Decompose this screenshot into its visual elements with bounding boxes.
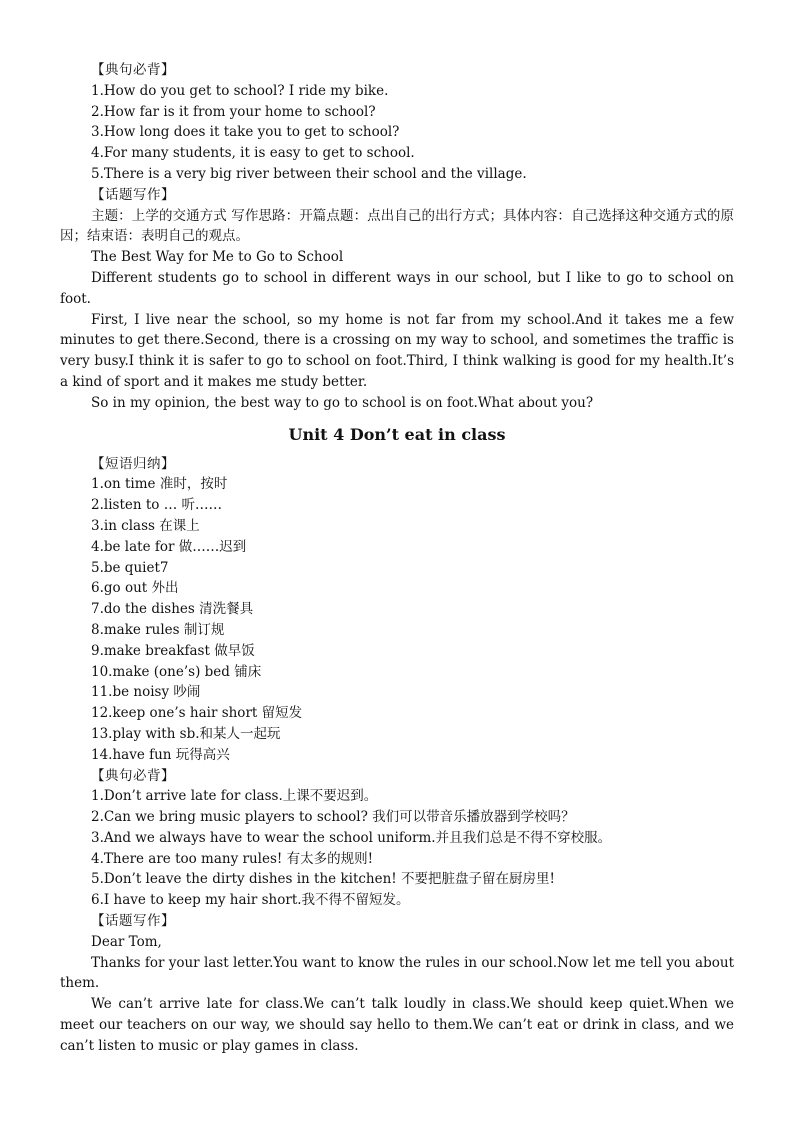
key-sentence: 2.Can we bring music players to school? 我们可以带音乐播放器到学校吗？ (91, 809, 575, 826)
phrase-item: 8.make rules 制订规 (91, 621, 225, 638)
phrase-item: 6.go out 外出 (91, 580, 179, 597)
section-heading-topic-writing-unit4: 【话题写作】 (91, 913, 175, 930)
phrase-item: 7.do the dishes 清洗餐具 (91, 601, 254, 618)
phrase-item: 14.have fun 玩得高兴 (91, 746, 230, 763)
phrase-item: 4.be late for 做……迟到 (91, 538, 247, 555)
section-heading-topic-writing: 【话题写作】 (91, 186, 175, 203)
essay-paragraph: So in my opinion, the best way to go to school is on foot.What about you? (91, 394, 594, 411)
key-sentence: 1.How do you get to school? I ride my bike. (91, 82, 389, 99)
document-content (60, 60, 734, 1057)
phrase-item: 10.make (one’s) bed 铺床 (91, 663, 262, 680)
key-sentence: 5.Don’t leave the dirty dishes in the kitchen! 不要把脏盘子留在厨房里! (91, 871, 555, 888)
unit-title: Unit 4 Don’t eat in class (288, 424, 506, 444)
letter-paragraph: Thanks for your last letter.You want to know the rules in our school.Now let me tell you about them. (60, 954, 734, 992)
phrase-item: 12.keep one’s hair short 留短发 (91, 705, 303, 722)
phrase-item: 2.listen to … 听…… (91, 497, 222, 514)
essay-paragraph: First, I live near the school, so my home is not far from my school.And it takes me a few minutes to get there.Second, there is a crossing on my way to school, and sometimes the traffic is very busy.I think it is safer to go to school on foot.Third, I think walking is good for my health.It’s a kind of sport and it makes me study better. (60, 311, 734, 390)
essay-title: The Best Way for Me to Go to School (91, 249, 344, 266)
phrase-item: 5.be quiet7 (91, 559, 169, 576)
writing-topic: 主题：上学的交通方式 写作思路：开篇点题：点出自己的出行方式；具体内容：自己选择这种交通方式的原因；结束语：表明自己的观点。 (60, 207, 734, 245)
phrase-item: 11.be noisy 吵闹 (91, 684, 201, 701)
phrase-item: 9.make breakfast 做早饭 (91, 642, 255, 659)
key-sentence: 3.And we always have to wear the school uniform.并且我们总是不得不穿校服。 (91, 829, 612, 846)
section-heading-phrases: 【短语归纳】 (91, 455, 175, 472)
key-sentence: 6.I have to keep my hair short.我不得不留短发。 (91, 892, 410, 909)
letter-paragraph: We can’t arrive late for class.We can’t talk loudly in class.We should keep quiet.When we meet our teachers on our way, we should say hello to them.We can’t eat or drink in class, and we can’t listen to music or play games in class. (60, 996, 734, 1054)
key-sentence: 4.There are too many rules! 有太多的规则! (91, 850, 374, 867)
letter-salutation: Dear Tom, (91, 933, 162, 950)
phrase-item: 1.on time 准时，按时 (91, 476, 228, 493)
phrase-item: 13.play with sb.和某人一起玩 (91, 725, 281, 742)
section-heading-key-sentences-unit4: 【典句必背】 (91, 767, 175, 784)
key-sentence: 1.Don’t arrive late for class.上课不要迟到。 (91, 788, 378, 805)
key-sentence: 2.How far is it from your home to school? (91, 103, 376, 120)
essay-paragraph: Different students go to school in different ways in our school, but I like to go to school on foot. (60, 269, 734, 307)
phrase-item: 3.in class 在课上 (91, 517, 200, 534)
key-sentence: 5.There is a very big river between their school and the village. (91, 165, 527, 182)
section-heading-key-sentences: 【典句必背】 (91, 62, 175, 78)
key-sentence: 4.For many students, it is easy to get to school. (91, 145, 415, 162)
key-sentence: 3.How long does it take you to get to school? (91, 124, 400, 141)
